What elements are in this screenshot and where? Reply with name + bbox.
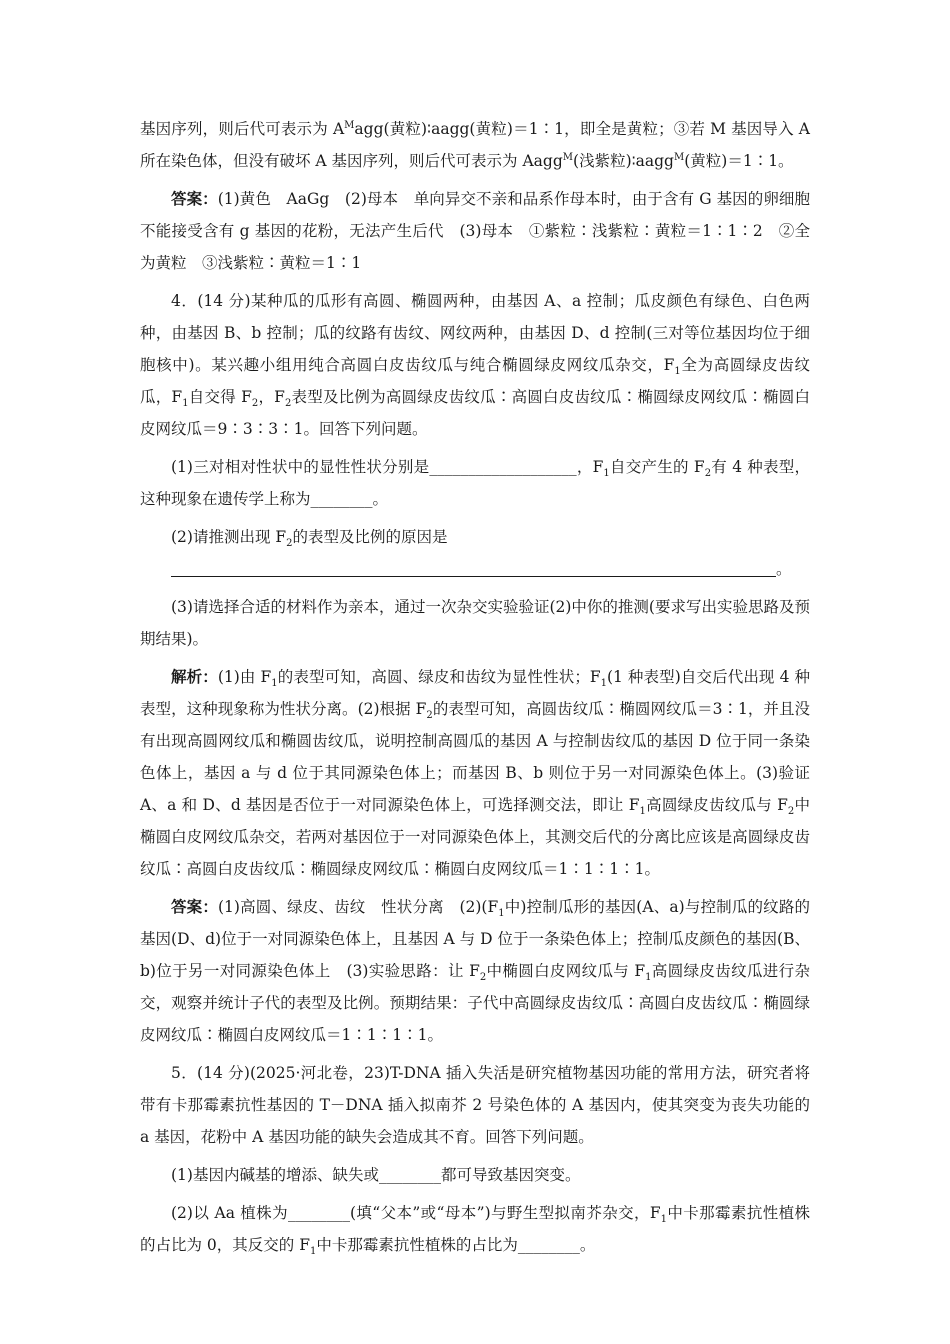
question-5-part-2: (2)以 Aa 植株为________(填“父本”或“母本”)与野生型拟南芥杂交，$F_1$中卡那霉素抗性植株的占比为 0，其反交的 $F_1$中卡那霉素抗性植株的占比为________。: [140, 1204, 810, 1258]
answer-label: 答案：: [171, 897, 218, 916]
question-4-part-2: (2)请推测出现 $F_2$的表型及比例的原因是: [171, 528, 448, 550]
question-4-part-1: (1)三对相对性状中的显性性状分别是___________________，$F_1$自交产生的 $F_2$有 4 种表型，这种现象在遗传学上称为________。: [140, 458, 811, 508]
answer-label: 答案：: [171, 189, 218, 208]
question-4-stem: 4．(14 分)某种瓜的瓜形有高圆、椭圆两种，由基因 A、a 控制；瓜皮颜色有绿色、白色两种，由基因 B、b 控制；瓜的纹路有齿纹、网纹两种，由基因 D、d 控制(三对等位基因均位于细胞核中)。某兴趣小组用纯合高圆白皮齿纹瓜与纯合椭圆绿皮网纹瓜杂交，$F_1$全为高圆绿皮齿纹瓜，$F_1$自交得 $F_2$，$F_2$表型及比例为高圆绿皮齿纹瓜∶高圆白皮齿纹瓜∶椭圆绿皮网纹瓜∶椭圆白皮网纹瓜＝9∶3∶3∶1。回答下列问题。: [140, 292, 810, 438]
question-5-part-1: (1)基因内碱基的增添、缺失或________都可导致基因突变。: [171, 1166, 581, 1184]
question-5-stem: 5．(14 分)(2025·河北卷，23)T-DNA 插入失活是研究植物基因功能的常用方法，研究者将带有卡那霉素抗性基因的 T－DNA 插入拟南芥 2 号染色体的 A 基因内，使其突变为丧失功能的 a 基因，花粉中 A 基因功能的缺失会造成其不育。回答下列问题。: [140, 1064, 810, 1146]
blank-rule: [171, 554, 776, 577]
answer-blank-line: 。: [140, 553, 810, 585]
answer-4: 答案：(1)高圆、绿皮、齿纹 性状分离 $(2)(F_1$中)控制瓜形的基因(A、a)与控制瓜的纹路的基因(D、d)位于一对同源染色体上，且基因 A 与 D 位于一条染色体上；控制瓜皮颜色的基因(B、b)位于另一对同源染色体上 (3)实验思路：让 $F_2$中椭圆白皮网纹瓜与 $F_1$高圆绿皮齿纹瓜进行杂交，观察并统计子代的表型及比例。预期结果：子代中高圆绿皮齿纹瓜∶高圆白皮齿纹瓜∶椭圆绿皮网纹瓜∶椭圆白皮网纹瓜＝1∶1∶1∶1。: [140, 897, 810, 1044]
analysis-4: 解析：(1)由 $F_1$的表型可知，高圆、绿皮和齿纹为显性性状；$F_1(1$ 种表型)自交后代出现 4 种表型，这种现象称为性状分离。(2)根据 $F_2$的表型可知，高圆齿纹瓜∶椭圆网纹瓜＝3∶1，并且没有出现高圆网纹瓜和椭圆齿纹瓜，说明控制高圆瓜的基因 A 与控制齿纹瓜的基因 D 位于同一条染色体上，基因 a 与 d 位于其同源染色体上；而基因 B、b 则位于另一对同源染色体上。(3)验证 A、a 和 D、d 基因是否位于一对同源染色体上，可选择测交法，即让 $F_1$高圆绿皮齿纹瓜与 $F_2$中椭圆白皮网纹瓜杂交，若两对基因位于一对同源染色体上，其测交后代的分离比应该是高圆绿皮齿纹瓜∶高圆白皮齿纹瓜∶椭圆绿皮网纹瓜∶椭圆白皮网纹瓜＝1∶1∶1∶1。: [140, 667, 811, 878]
question-4-part-3: (3)请选择合适的材料作为亲本，通过一次杂交实验验证(2)中你的推测(要求写出实验思路及预期结果)。: [140, 598, 810, 648]
answer-3: 答案：(1)黄色 AaGg (2)母本 单向异交不亲和品系作母本时，由于含有 G 基因的卵细胞不能接受含有 g 基因的花粉，无法产生后代 (3)母本 ①紫粒∶浅紫粒∶黄粒＝1∶1∶2 ②全为黄粒 ③浅紫粒∶黄粒＝1∶1: [140, 189, 810, 272]
analysis-3-continuation: 基因序列，则后代可表示为 $A^Magg$(黄粒)∶aagg(黄粒)＝1∶1，即全是黄粒；③若 M 基因导入 A 所在染色体，但没有破坏 A 基因序列，则后代可表示为 Aagg$^M$(浅紫粒)∶aagg$^M$(黄粒)＝1∶1。: [140, 119, 810, 170]
analysis-label: 解析：: [171, 667, 218, 686]
